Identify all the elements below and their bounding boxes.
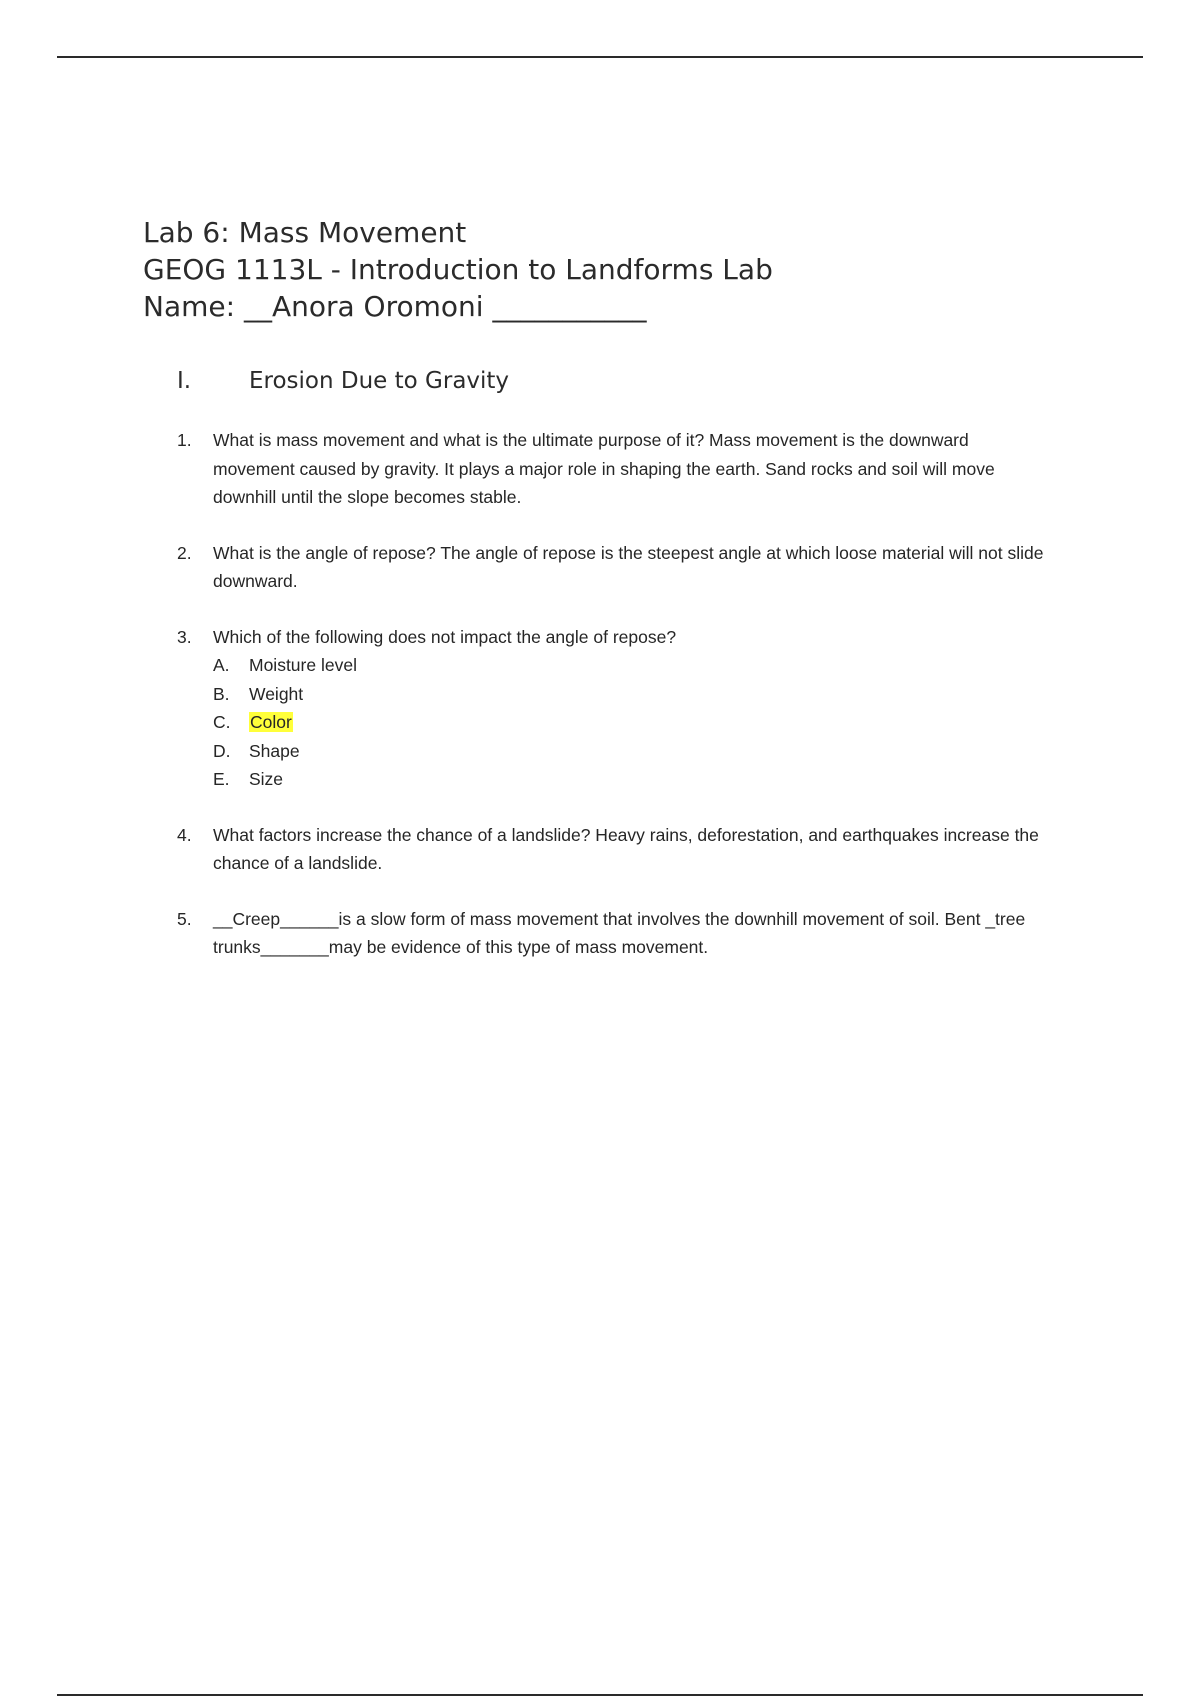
question-list [177, 426, 1047, 989]
section-title: Erosion Due to Gravity [249, 368, 510, 394]
option-letter: C. [213, 712, 231, 732]
bottom-rule [57, 1694, 1143, 1696]
section-heading [177, 368, 509, 394]
option-c [213, 708, 1047, 737]
question-number: 1. [177, 430, 192, 450]
question-4 [177, 821, 1047, 878]
question-number: 5. [177, 908, 192, 929]
option-e [213, 765, 1047, 794]
option-text: Size [249, 769, 284, 789]
option-letter: E. [213, 769, 230, 789]
question-number: 2. [177, 542, 192, 563]
top-rule [57, 56, 1143, 58]
course-title: GEOG 1113L - Introduction to Landforms Lab [143, 253, 773, 286]
question-number: 4. [177, 824, 192, 845]
option-text: Shape [249, 740, 300, 761]
option-b [213, 680, 1047, 709]
option-d [213, 737, 1047, 766]
section-numeral: I. [177, 368, 192, 394]
document-header [143, 214, 773, 325]
question-text: What factors increase the chance of a landslide? Heavy rains, deforestation, and earthquakes increase the chance of a landslide. [213, 824, 1039, 873]
option-letter: A. [213, 655, 230, 675]
option-letter: B. [213, 683, 230, 704]
option-text-highlighted: Color [250, 712, 292, 732]
question-3 [177, 623, 1047, 794]
option-a [213, 651, 1047, 680]
option-text: Moisture level [249, 655, 357, 675]
question-text: Which of the following does not impact the angle of repose? [213, 626, 677, 647]
option-letter: D. [213, 740, 231, 761]
student-name-line: Name: __Anora Oromoni ___________ [143, 290, 647, 323]
question-5 [177, 905, 1047, 962]
answer-options [213, 651, 1047, 794]
lab-title: Lab 6: Mass Movement [143, 216, 467, 249]
question-text: What is the angle of repose? The angle of repose is the steepest angle at which loose material will not slide downward. [213, 542, 1044, 591]
question-number: 3. [177, 626, 192, 647]
question-text: What is mass movement and what is the ultimate purpose of it? Mass movement is the downward movement caused by gravity. It plays a major role in shaping the earth. Sand rocks and soil will move downhill until the slope becomes stable. [213, 430, 995, 507]
question-2 [177, 539, 1047, 596]
question-1 [177, 426, 1047, 512]
option-text: Weight [249, 683, 304, 704]
question-text: __Creep______is a slow form of mass movement that involves the downhill movement of soil. Bent _tree trunks_______may be evidence of this type of mass movement. [213, 908, 1026, 957]
